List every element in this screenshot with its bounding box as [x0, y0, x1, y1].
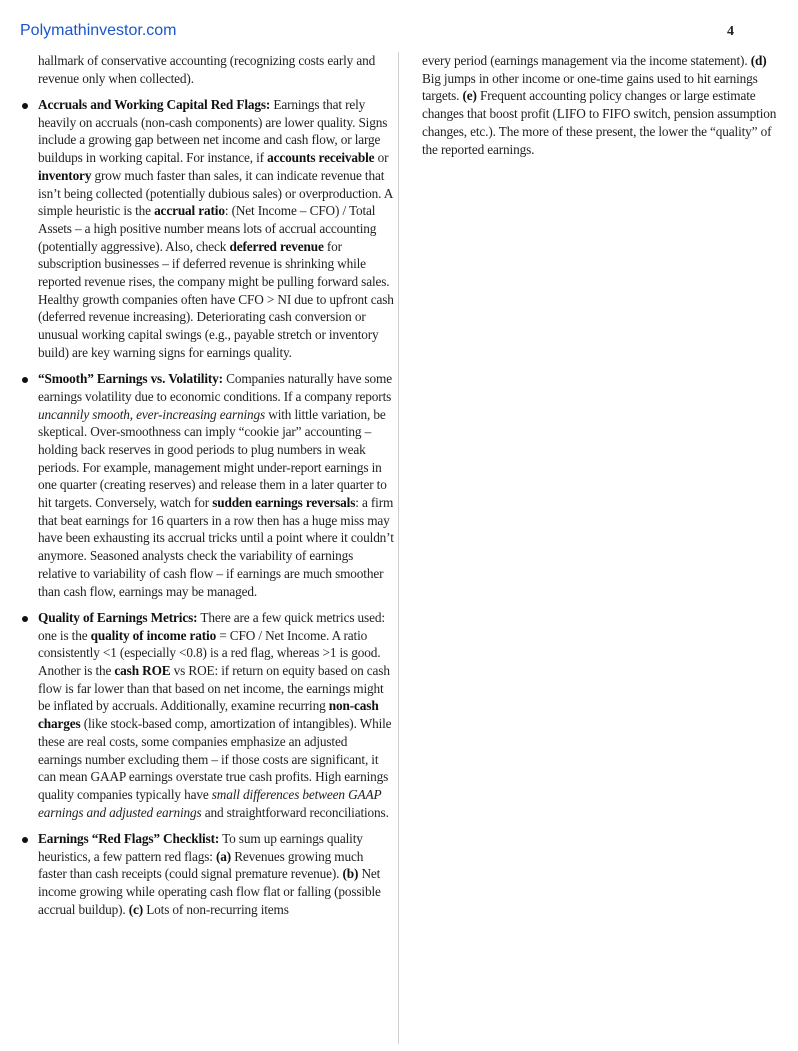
text-span: and straightforward reconciliations.	[201, 804, 389, 820]
bullet-red-flags-checklist	[38, 830, 394, 919]
text-span: Revenues growing much faster than cash receipts (could signal premature revenue).	[38, 848, 364, 882]
text-span: for subscription businesses – if deferred revenue is shrinking while reported revenue rises, the company might be pulling forward sales. Healthy growth companies often have CFO > NI due to upfront cash (deferred revenue increasing). Deteriorating cash conversion or unusual working capital swings (e.g., payable stretch or inventory build) are key warning signs for earnings quality.	[38, 238, 394, 360]
page-number: 4	[727, 24, 734, 39]
bold-term: (d)	[750, 53, 767, 68]
bold-term: (b)	[342, 866, 359, 882]
bold-term: (c)	[128, 901, 144, 917]
bullet-smooth-earnings	[38, 370, 394, 600]
text-span: or	[374, 150, 389, 166]
bold-term: cash ROE	[114, 662, 171, 678]
intro-paragraph: hallmark of conservative accounting (recognizing costs early and revenue only when collected).	[38, 53, 376, 86]
bold-term: quality of income ratio	[90, 627, 217, 643]
text-span: There are a few quick metrics used: one is the	[38, 609, 385, 643]
text-span: grow much faster than sales, it can indicate revenue that isn’t being collected (potentially dubious sales) or overproduction. A simple heuristic is the	[38, 167, 393, 219]
left-column	[38, 52, 394, 918]
bold-term: (a)	[215, 848, 232, 864]
text-span: (like stock-based comp, amortization of intangibles). While these are real costs, some companies emphasize an adjusted earnings number excluding them – if those costs are significant, it can mean GAAP earnings overstate true cash profits. High earnings quality companies typically have	[38, 716, 392, 802]
bullet-quality-metrics	[38, 609, 394, 821]
text-span: : (Net Income – CFO) / Total Assets – a high positive number means lots of accrual accounting (potentially aggressive). Also, check	[38, 203, 377, 254]
text-span: with little variation, be skeptical. Over-smoothness can imply “cookie jar” accounting – holding back reserves in good periods to plug numbers in weak periods. For example, management might under-report earnings in one quarter (creating reserves) and release them in a later quarter to hit targets. Conversely, watch for	[38, 406, 387, 511]
bullet-list	[38, 96, 394, 918]
bold-term: (e)	[462, 88, 477, 104]
text-span: Frequent accounting policy changes or large estimate changes that boost profit (LIFO to FIFO switch, pension assumption changes, etc.). The more of these present, the lower the “quality” of the reported earnings.	[422, 88, 777, 157]
text-span: Lots of non-recurring items	[143, 901, 289, 917]
bold-term: accrual ratio	[154, 203, 225, 219]
bullet-title: Earnings “Red Flags” Checklist:	[38, 830, 220, 846]
text-span: Earnings that rely heavily on accruals (non-cash components) are lower quality. Signs include a growing gap between net income and cash flow, or large buildups in working capital. For instance, if	[38, 97, 388, 166]
continuation-paragraph	[422, 52, 780, 158]
bullet-title: Accruals and Working Capital Red Flags:	[38, 97, 271, 112]
bold-term: non-cash charges	[38, 698, 379, 732]
bold-term: sudden earnings reversals	[212, 495, 356, 511]
italic-phrase: uncannily smooth, ever-increasing earnings	[38, 406, 266, 422]
text-span: Big jumps in other income or one-time gains used to hit earnings targets.	[422, 70, 758, 104]
bold-term: deferred revenue	[229, 238, 324, 254]
bullet-title: Quality of Earnings Metrics:	[38, 609, 198, 625]
site-link[interactable]: Polymathinvestor.com	[20, 22, 177, 39]
italic-phrase: small differences between GAAP earnings and adjusted earnings	[38, 786, 382, 820]
text-span: every period (earnings management via the income statement).	[422, 53, 751, 68]
text-span: Net income growing while operating cash flow flat or falling (possible accrual buildup).	[38, 866, 381, 917]
bold-term: inventory	[38, 167, 92, 183]
bold-term: accounts receivable	[267, 150, 375, 166]
text-span: : a firm that beat earnings for 16 quarters in a row then has a huge miss may have been exhausting its accrual tricks until a point where it couldn’t anymore. Seasoned analysts check the variability of earnings relative to variability of cash flow – if earnings are much smoother than cash flow, earnings may be managed.	[38, 495, 394, 599]
text-span: To sum up earnings quality heuristics, a few pattern red flags:	[38, 830, 363, 864]
text-span: vs ROE: if return on equity based on cash flow is far lower than that based on net income, the earnings might be inflated by accruals. Additionally, examine recurring	[38, 662, 390, 714]
bullet-accruals	[38, 96, 394, 362]
column-divider	[398, 52, 399, 1044]
text-span: Companies naturally have some earnings volatility due to economic conditions. If a company reports	[38, 371, 392, 404]
right-column	[422, 52, 780, 158]
text-span: = CFO / Net Income. A ratio consistently <1 (especially <0.8) is a red flag, whereas >1 is good. Another is the	[38, 627, 381, 678]
bullet-title: “Smooth” Earnings vs. Volatility:	[38, 371, 223, 387]
